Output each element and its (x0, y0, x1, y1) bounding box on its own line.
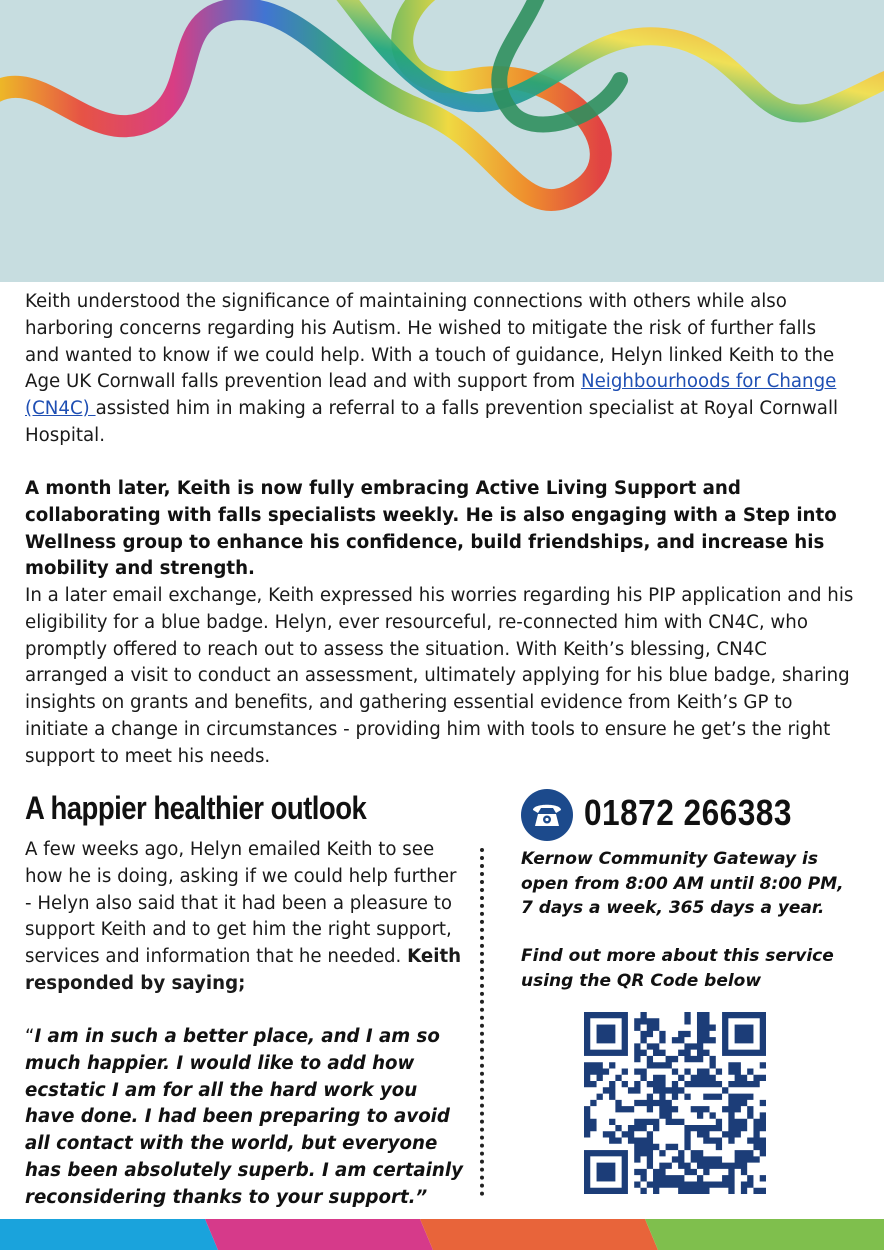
outlook-text-bold: Keith responded by saying; (25, 946, 462, 994)
outlook-text: A few weeks ago, Helyn emailed Keith to see how he is doing, asking if we could help further - Helyn also said that it had been a pleasure to support Keith and to get him the right support, services and information that he needed. (25, 839, 457, 968)
outlook-heading: A happier healthier outlook (25, 790, 367, 826)
story-p1-text-end: assisted him in making a referral to a falls prevention specialist at Royal Cornwall Hospital. (25, 398, 839, 446)
phone-number[interactable]: 01872 266383 (584, 792, 792, 833)
qr-instructions: Find out more about this service using the QR Code below (521, 946, 834, 991)
qr-code[interactable] (584, 1012, 766, 1194)
bar-segment-orange (420, 1219, 658, 1250)
column-divider (480, 848, 484, 1196)
bar-segment-green (645, 1219, 884, 1250)
keith-quote (25, 1024, 465, 1212)
color-bar-footer (0, 1219, 884, 1250)
outlook-paragraph (25, 837, 465, 998)
hero-ribbon-image (0, 0, 884, 282)
story-p1-text: Keith understood the significance of maintaining connections with others while also harboring concerns regarding his Autism. He wished to mitigate the risk of further falls and wanted to know if we could help. With a touch of guidance, Helyn linked Keith to the Age UK Cornwall falls prevention lead and with support from (25, 291, 835, 393)
telephone-icon (521, 789, 573, 841)
story-paragraph-3: In a later email exchange, Keith expressed his worries regarding his PIP application and his eligibility for a blue badge. Helyn, ever resourceful, re-connected him with CN4C, who promptly offered to reach out to assess the situation. With Keith’s blessing, CN4C arranged a visit to conduct an assessment, ultimately applying for his blue badge, sharing insights on grants and benefits, and gathering essential evidence from Keith’s GP to initiate a change in circumstances - providing him with tools to ensure he get’s the right support to meet his needs. (25, 585, 854, 767)
bar-segment-blue (0, 1219, 218, 1250)
quote-text: I am in such a better place, and I am so much happier. I would like to add how ecstatic I am for all the hard work you have done. I had been preparing to avoid all contact with the world, but everyone has been absolutely superb. I am certainly reconsidering thanks to your support.” (25, 1026, 463, 1208)
ribbon-illustration (0, 0, 884, 282)
cn4c-link[interactable]: Neighbourhoods for Change (CN4C) (25, 371, 837, 420)
quote-open-mark: “ (25, 1026, 35, 1047)
bar-segment-pink (205, 1219, 433, 1250)
story-paragraph-2: A month later, Keith is now fully embracing Active Living Support and collaborating with falls specialists weekly. He is also engaging with a Step into Wellness group to enhance his confidence, build friendships, and increase his mobility and strength. (25, 478, 837, 580)
story-paragraph-1 (25, 289, 855, 450)
gateway-hours: Kernow Community Gateway is open from 8:00 AM until 8:00 PM, 7 days a week, 365 days a year. (521, 849, 844, 918)
